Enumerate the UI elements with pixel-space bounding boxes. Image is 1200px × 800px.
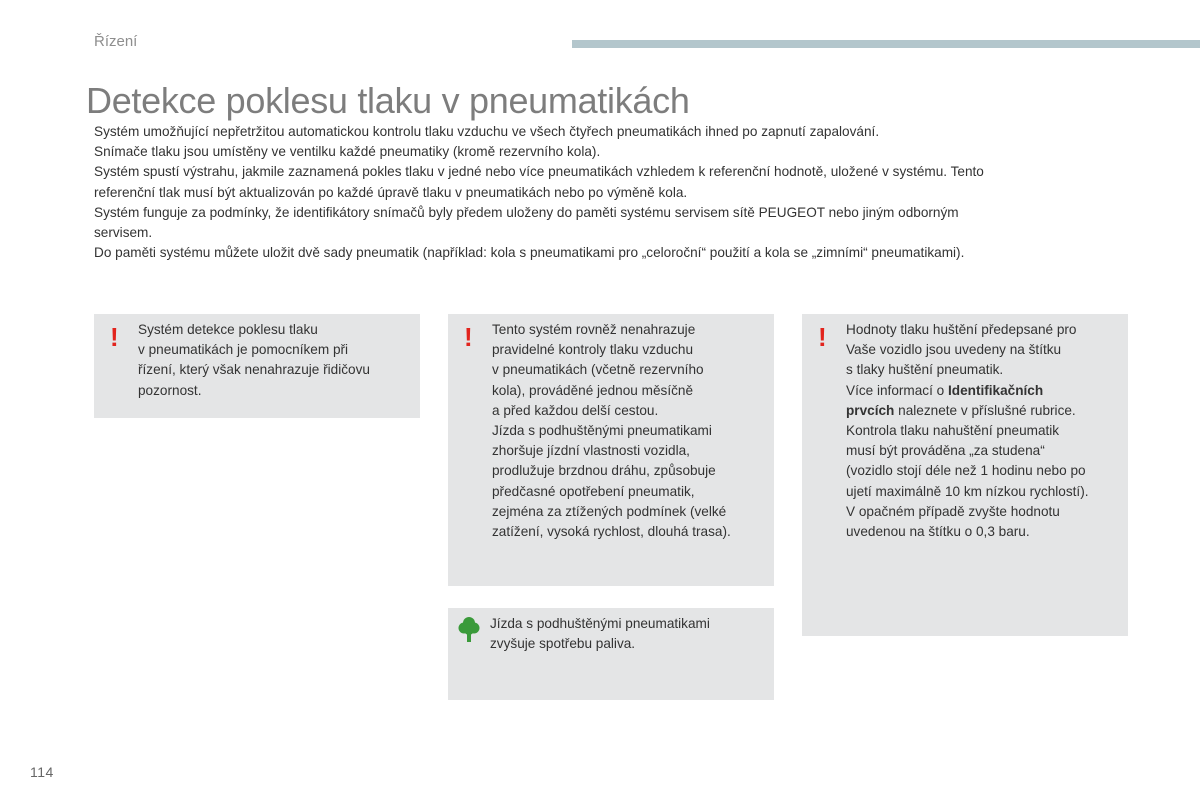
warning-box-regular-checks (448, 314, 774, 586)
box-line: Vaše vozidlo jsou uvedeny na štítku (846, 342, 1062, 358)
warning-box-pressure-values (802, 314, 1128, 636)
box-line-text: Více informací o (846, 382, 948, 398)
box-line: ujetí maximálně 10 km nízkou rychlostí). (846, 483, 1089, 499)
intro-line: servisem. (94, 225, 153, 241)
warning-icon: ! (110, 322, 119, 352)
box-line: a před každou delší cestou. (492, 402, 659, 418)
intro-line: Systém umožňující nepřetržitou automatickou kontrolu tlaku vzduchu ve všech čtyřech pneumatikách ihned po zapnutí zapalování. (94, 124, 880, 139)
box-line: (vozidlo stojí déle než 1 hodinu nebo po (846, 463, 1086, 479)
box-line: Systém detekce poklesu tlaku (138, 322, 318, 337)
box-line: zhoršuje jízdní vlastnosti vozidla, (492, 443, 690, 459)
warning-box-text (492, 320, 731, 542)
intro-line: referenční tlak musí být aktualizován po každé úpravě tlaku v pneumatikách nebo po výměně kola. (94, 184, 688, 200)
reference-link-text: Identifikačních (948, 382, 1044, 398)
box-line: Jízda s podhuštěnými pneumatikami (490, 616, 710, 631)
intro-line: Do paměti systému můžete uložit dvě sady pneumatik (například: kola s pneumatikami pro „celoroční“ použití a kola se „zimními“ pneumatikami). (94, 245, 965, 261)
intro-line: Systém spustí výstrahu, jakmile zaznamená pokles tlaku v jedné nebo více pneumatikách vzhledem k referenční hodnotě, uložené v systému. Tento (94, 164, 984, 180)
box-line: V opačném případě zvyšte hodnotu (846, 503, 1060, 519)
box-line: musí být prováděna „za studena“ (846, 443, 1045, 459)
box-line: Hodnoty tlaku huštění předepsané pro (846, 322, 1077, 337)
intro-line: Systém funguje za podmínky, že identifikátory snímačů byly předem uloženy do paměti systému servisem sítě PEUGEOT nebo jiným odborným (94, 204, 959, 220)
box-line-text: naleznete v příslušné rubrice. (894, 402, 1076, 418)
box-line: Kontrola tlaku nahuštění pneumatik (846, 423, 1060, 439)
box-line: zatížení, vysoká rychlost, dlouhá trasa). (492, 524, 731, 540)
intro-line: Snímače tlaku jsou umístěny ve ventilku každé pneumatiky (kromě rezervního kola). (94, 144, 601, 160)
box-line: pozornost. (138, 382, 202, 398)
box-line: kola), prováděné jednou měsíčně (492, 382, 694, 398)
tree-icon (458, 616, 480, 642)
reference-link-text: prvcích (846, 402, 895, 418)
eco-box-text (490, 614, 710, 654)
section-label: Řízení (94, 33, 138, 50)
header-bar (572, 40, 1200, 48)
box-line: pravidelné kontroly tlaku vzduchu (492, 342, 693, 358)
box-line: uvedenou na štítku o 0,3 baru. (846, 524, 1030, 540)
box-line: zvyšuje spotřebu paliva. (490, 636, 636, 652)
box-line (846, 401, 1089, 421)
box-line: Tento systém rovněž nenahrazuje (492, 322, 696, 337)
warning-box-text (846, 320, 1089, 542)
box-line: prodlužuje brzdnou dráhu, způsobuje (492, 463, 716, 479)
box-line (846, 381, 1089, 401)
box-line: v pneumatikách (včetně rezervního (492, 362, 704, 378)
warning-box-driver-assist (94, 314, 420, 418)
box-line: Jízda s podhuštěnými pneumatikami (492, 423, 712, 439)
eco-box-fuel-consumption (448, 608, 774, 700)
box-line: s tlaky huštění pneumatik. (846, 362, 1004, 378)
page-number: 114 (30, 764, 54, 780)
page-title: Detekce poklesu tlaku v pneumatikách (86, 80, 690, 121)
box-line: řízení, který však nenahrazuje řidičovu (138, 362, 370, 378)
box-line: v pneumatikách je pomocníkem při (138, 342, 349, 358)
warning-icon: ! (464, 322, 473, 352)
box-line: zejména za ztížených podmínek (velké (492, 503, 727, 519)
intro-text (94, 122, 1114, 263)
warning-box-text (138, 320, 370, 401)
warning-icon: ! (818, 322, 827, 352)
box-line: předčasné opotřebení pneumatik, (492, 483, 695, 499)
